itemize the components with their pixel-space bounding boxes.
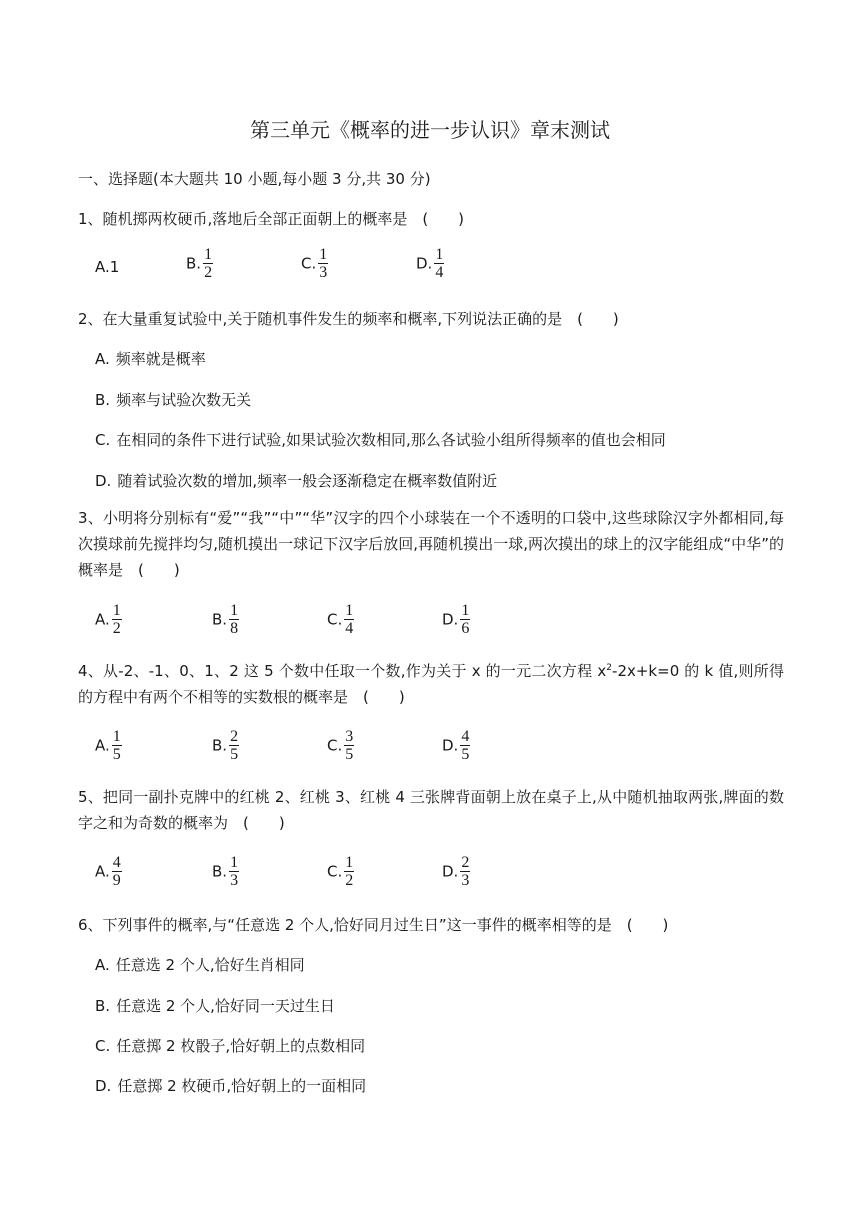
fraction: $\frac{1}{3}$ (319, 246, 328, 281)
q5-choice-a: A. $\frac{4}{9}$ (95, 854, 121, 889)
q5-choice-c: C. $\frac{1}{2}$ (327, 854, 354, 889)
fraction: $\frac{4}{9}$ (112, 854, 121, 889)
q1-choice-d: D. $\frac{1}{4}$ (416, 246, 444, 281)
fraction: $\frac{1}{5}$ (112, 728, 121, 763)
q3-choice-c: C. $\frac{1}{4}$ (327, 602, 354, 637)
fraction: $\frac{1}{4}$ (345, 602, 354, 637)
fraction: $\frac{2}{5}$ (230, 728, 239, 763)
q3-choice-b: B. $\frac{1}{8}$ (212, 602, 239, 637)
q3-choice-d: D. $\frac{1}{6}$ (442, 602, 470, 637)
question-6-text: 6、下列事件的概率,与“任意选 2 个人,恰好同月过生日”这一事件的概率相等的是 ( ) (78, 916, 669, 934)
question-5-text: 5、把同一副扑克牌中的红桃 2、红桃 3、红桃 4 三张牌背面朝上放在桌子上,从中随机抽取两张,牌面的数字之和为奇数的概率为 ( ) (78, 788, 784, 832)
fraction: $\frac{1}{2}$ (112, 602, 121, 637)
q1-choice-b: B. $\frac{1}{2}$ (186, 246, 213, 281)
fraction: $\frac{1}{8}$ (230, 602, 239, 637)
fraction: $\frac{2}{3}$ (461, 854, 470, 889)
q1-choice-a: A.1 (95, 258, 120, 276)
fraction: $\frac{3}{5}$ (345, 728, 354, 763)
q4-choice-d: D. $\frac{4}{5}$ (442, 728, 470, 763)
q6-option-c: C. 任意掷 2 枚骰子,恰好朝上的点数相同 (95, 1037, 366, 1055)
fraction: $\frac{1}{3}$ (230, 854, 239, 889)
q2-option-d: D. 随着试验次数的增加,频率一般会逐渐稳定在概率数值附近 (95, 472, 498, 490)
fraction: $\frac{1}{2}$ (204, 246, 213, 281)
q2-option-b: B. 频率与试验次数无关 (95, 391, 252, 409)
q4-choice-a: A. $\frac{1}{5}$ (95, 728, 121, 763)
q6-option-a: A. 任意选 2 个人,恰好生肖相同 (95, 956, 305, 974)
q5-choice-b: B. $\frac{1}{3}$ (212, 854, 239, 889)
q6-option-d: D. 任意掷 2 枚硬币,恰好朝上的一面相同 (95, 1077, 367, 1095)
question-2-text: 2、在大量重复试验中,关于随机事件发生的频率和概率,下列说法正确的是 ( ) (78, 310, 619, 328)
question-1-text: 1、随机掷两枚硬币,落地后全部正面朝上的概率是 ( ) (78, 210, 465, 228)
q6-option-b: B. 任意选 2 个人,恰好同一天过生日 (95, 997, 335, 1015)
fraction: $\frac{1}{2}$ (345, 854, 354, 889)
q5-choice-d: D. $\frac{2}{3}$ (442, 854, 470, 889)
q4-choice-b: B. $\frac{2}{5}$ (212, 728, 239, 763)
question-4-text: 4、从-2、-1、0、1、2 这 5 个数中任取一个数,作为关于 x 的一元二次方程 $x^2-2x+k=0$ 的 k 值,则所得的方程中有两个不相等的实数根的概率是 ( ) (78, 662, 784, 706)
q2-option-a: A. 频率就是概率 (95, 350, 206, 368)
fraction: $\frac{1}{6}$ (461, 602, 470, 637)
fraction: $\frac{1}{4}$ (435, 246, 444, 281)
question-3-text: 3、小明将分别标有“爱”“我”“中”“华”汉字的四个小球装在一个不透明的口袋中,这些球除汉字外都相同,每次摸球前先搅拌均匀,随机摸出一球记下汉字后放回,再随机摸出一球,两次摸出的球上的汉字能组成“中华”的概率是 ( ) (78, 509, 784, 579)
fraction: $\frac{4}{5}$ (461, 728, 470, 763)
q2-option-c: C. 在相同的条件下进行试验,如果试验次数相同,那么各试验小组所得频率的值也会相同 (95, 431, 666, 449)
section-heading: 一、选择题(本大题共 10 小题,每小题 3 分,共 30 分) (78, 170, 431, 188)
q3-choice-a: A. $\frac{1}{2}$ (95, 602, 121, 637)
q4-choice-c: C. $\frac{3}{5}$ (327, 728, 354, 763)
q1-choice-c: C. $\frac{1}{3}$ (301, 246, 328, 281)
page-title: 第三单元《概率的进一步认识》章末测试 (250, 118, 610, 142)
